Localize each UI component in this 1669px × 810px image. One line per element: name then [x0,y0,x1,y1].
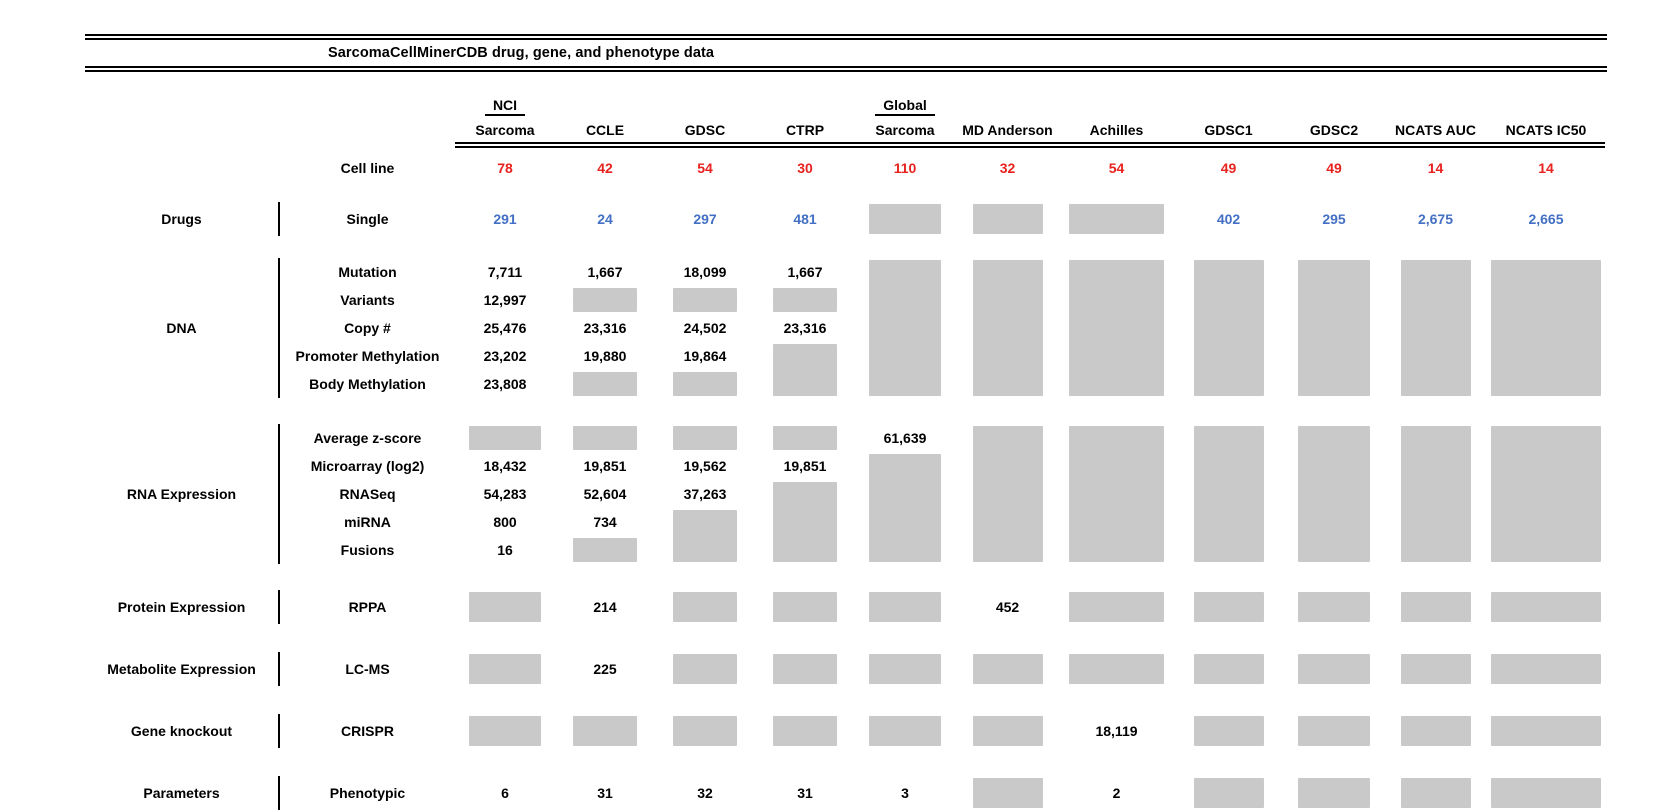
no-data-block [869,716,941,746]
no-data-block [573,372,637,396]
value-cell: 16 [497,542,513,558]
header-double-rule [455,142,1605,148]
no-data-block [1491,592,1601,622]
no-data-block [1491,778,1601,808]
value-cell: 19,880 [583,348,627,364]
category-label: RNA Expression [85,424,280,564]
section-gene-knockout [85,714,1607,748]
cell-line-count: 49 [1220,160,1237,176]
column-header: Sarcoma [875,122,935,138]
no-data-block [673,288,737,312]
no-data-block [1194,260,1264,396]
data-sections [85,202,1607,810]
value-cell: 19,864 [683,348,727,364]
no-data-block [1069,426,1164,562]
row-label: LC-MS [345,661,390,677]
category-label: Protein Expression [85,590,280,624]
column-header-top-label: NCI [485,97,525,116]
no-data-block [1194,426,1264,562]
no-data-block [773,482,837,562]
row-label: Average z-score [313,430,422,446]
no-data-block [573,538,637,562]
section-metabolite-expression [85,652,1607,686]
cell-line-count: 78 [497,160,513,176]
row-label: Single [346,211,389,227]
row-label: Variants [340,292,395,308]
no-data-block [1491,426,1601,562]
value-cell: 19,562 [683,458,727,474]
no-data-block [973,204,1043,234]
value-cell: 31 [597,785,613,801]
no-data-block [773,592,837,622]
value-cell: 12,997 [483,292,527,308]
no-data-block [1401,778,1471,808]
value-cell: 297 [693,211,717,227]
no-data-block [673,592,737,622]
cell-line-count: 32 [999,160,1016,176]
no-data-block [1194,654,1264,684]
section-parameters [85,776,1607,810]
column-header: CCLE [585,122,625,138]
no-data-block [1069,204,1164,234]
no-data-block [869,204,941,234]
no-data-block [673,654,737,684]
no-data-block [869,454,941,562]
no-data-block [1069,260,1164,396]
column-header: MD Anderson [962,122,1053,138]
no-data-block [1298,260,1370,396]
value-cell: 295 [1322,211,1346,227]
value-cell: 291 [493,211,517,227]
no-data-block [1491,654,1601,684]
column-header: GDSC2 [1309,122,1359,138]
value-cell: 7,711 [487,264,523,280]
column-header: GDSC1 [1204,122,1253,138]
category-label: Gene knockout [85,714,280,748]
row-label: Body Methylation [309,376,426,392]
no-data-block [573,288,637,312]
value-cell: 452 [995,599,1020,615]
no-data-block [1298,426,1370,562]
no-data-block [869,260,941,396]
no-data-block [773,654,837,684]
no-data-block [773,716,837,746]
value-cell: 1,667 [587,264,623,280]
no-data-block [773,426,837,450]
value-cell: 2,665 [1528,211,1564,227]
no-data-block [1069,592,1164,622]
value-cell: 19,851 [783,458,827,474]
column-header: GDSC [684,122,726,138]
value-cell: 61,639 [883,430,927,446]
column-header: NCATS AUC [1395,122,1476,138]
no-data-block [469,592,541,622]
column-header: CTRP [785,122,825,138]
cell-line-row-label: Cell line [340,160,395,176]
no-data-block [1194,716,1264,746]
row-label: Mutation [338,264,397,280]
category-label: DNA [85,258,280,398]
no-data-block [773,344,837,396]
value-cell: 54,283 [483,486,527,502]
no-data-block [673,716,737,746]
row-label: miRNA [344,514,391,530]
value-cell: 18,432 [483,458,527,474]
no-data-block [869,592,941,622]
no-data-block [469,716,541,746]
value-cell: 2 [1112,785,1121,801]
section-dna [85,258,1607,398]
no-data-block [469,426,541,450]
value-cell: 19,851 [583,458,627,474]
row-label: Copy # [344,320,391,336]
value-cell: 3 [901,785,909,801]
no-data-block [1298,778,1370,808]
row-label: Microarray (log2) [310,458,425,474]
cell-line-count: 54 [697,160,713,176]
value-cell: 31 [797,785,813,801]
no-data-block [573,716,637,746]
no-data-block [973,260,1043,396]
no-data-block [1491,716,1601,746]
no-data-block [773,288,837,312]
value-cell: 734 [593,514,617,530]
value-cell: 481 [793,211,817,227]
section-drugs [85,202,1607,236]
no-data-block [1298,654,1370,684]
row-label: RNASeq [339,486,396,502]
category-label: Parameters [85,776,280,810]
column-header: Achilles [1089,122,1144,138]
category-label: Drugs [85,202,280,236]
sarcoma-cellminer-figure [85,0,1607,810]
value-cell: 32 [697,785,713,801]
no-data-block [973,426,1043,562]
row-label: Fusions [340,542,395,558]
no-data-block [973,716,1043,746]
row-label: CRISPR [341,723,394,739]
column-header: Sarcoma [475,122,535,138]
no-data-block [1491,260,1601,396]
column-header: NCATS IC50 [1505,122,1587,138]
value-cell: 25,476 [483,320,527,336]
no-data-block [1194,592,1264,622]
no-data-block [673,426,737,450]
section-protein-expression [85,590,1607,624]
no-data-block [1401,654,1471,684]
cell-line-count: 110 [893,160,917,176]
no-data-block [1069,654,1164,684]
no-data-block [469,654,541,684]
row-label: RPPA [348,599,387,615]
value-cell: 23,808 [483,376,527,392]
cell-line-count: 30 [797,160,813,176]
value-cell: 2,675 [1417,211,1454,227]
column-header-top [455,97,555,116]
no-data-block [973,778,1043,808]
column-header-grid [85,92,1607,184]
no-data-block [869,654,941,684]
value-cell: 24,502 [683,320,727,336]
value-cell: 225 [593,661,617,677]
column-header-top-label: Global [875,97,935,116]
value-cell: 52,604 [583,486,627,502]
category-label: Metabolite Expression [85,652,280,686]
value-cell: 214 [593,599,617,615]
no-data-block [1401,592,1471,622]
cell-line-count: 42 [597,160,613,176]
value-cell: 23,316 [783,320,827,336]
row-label: Promoter Methylation [295,348,440,364]
title-row [85,40,1607,66]
cell-line-count: 14 [1538,160,1554,176]
no-data-block [1298,716,1370,746]
value-cell: 18,119 [1095,723,1138,739]
no-data-block [673,372,737,396]
value-cell: 1,667 [787,264,823,280]
value-cell: 23,316 [583,320,627,336]
title-bottom-double-rule [85,66,1607,72]
no-data-block [1298,592,1370,622]
row-label: Phenotypic [329,785,406,801]
figure-title: SarcomaCellMinerCDB drug, gene, and phenotype data [328,45,715,61]
no-data-block [673,510,737,562]
no-data-block [1401,716,1471,746]
cell-line-count: 14 [1427,160,1444,176]
no-data-block [1401,260,1471,396]
no-data-block [973,654,1043,684]
value-cell: 23,202 [483,348,527,364]
value-cell: 800 [493,514,517,530]
value-cell: 6 [501,785,509,801]
cell-line-count: 54 [1108,160,1125,176]
column-header-top [855,97,955,116]
section-rna-expression [85,424,1607,564]
no-data-block [1194,778,1264,808]
value-cell: 24 [597,211,613,227]
value-cell: 402 [1216,211,1241,227]
value-cell: 37,263 [683,486,727,502]
value-cell: 18,099 [683,264,727,280]
no-data-block [573,426,637,450]
cell-line-count: 49 [1326,160,1342,176]
no-data-block [1401,426,1471,562]
